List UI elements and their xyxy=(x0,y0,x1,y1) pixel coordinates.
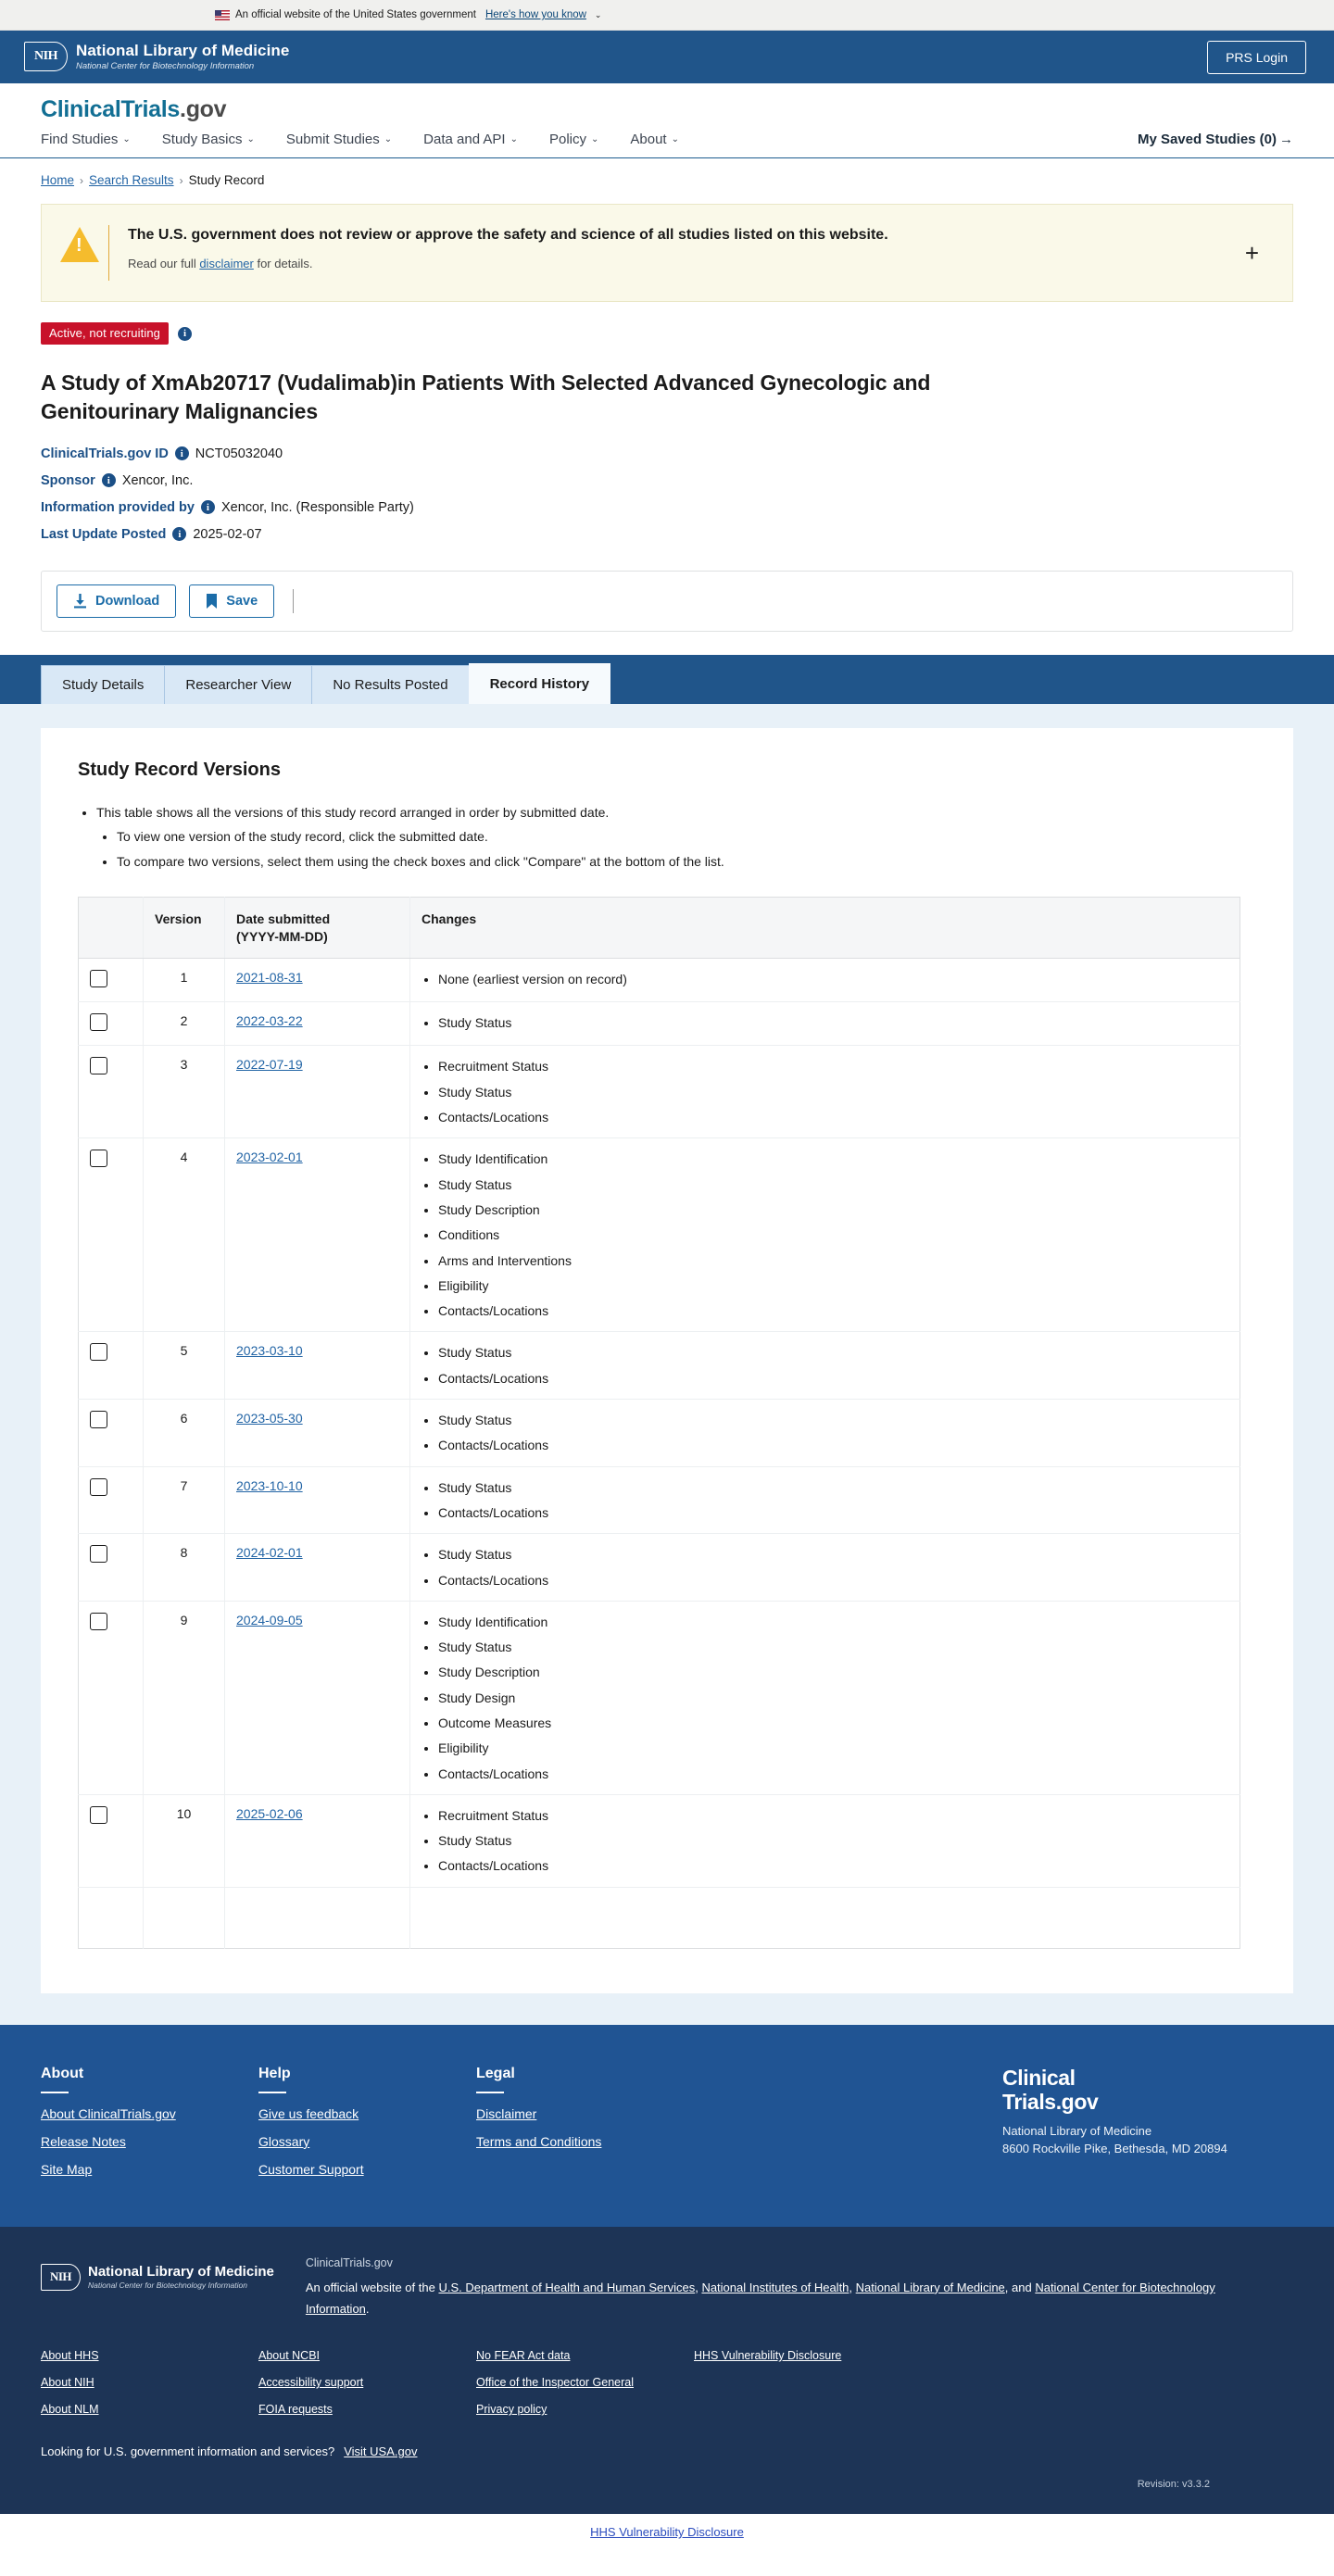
disclaimer-alert xyxy=(41,204,1293,302)
footer-link-accessibility-support[interactable]: Accessibility support xyxy=(258,2376,364,2390)
meta-label: Information provided by xyxy=(41,499,195,515)
version-number-cell: 8 xyxy=(144,1534,225,1602)
clinicaltrials-logo[interactable] xyxy=(41,96,1293,123)
date-submitted-cell xyxy=(225,1138,410,1332)
study-metadata-list xyxy=(41,446,1293,542)
date-submitted-cell xyxy=(225,1466,410,1534)
change-item: • Eligibility xyxy=(438,1739,1228,1757)
nih-logo-icon: NIH xyxy=(41,2264,81,2291)
link-nlm[interactable]: National Library of Medicine xyxy=(855,2280,1005,2294)
nlm-link-column-2 xyxy=(258,2349,476,2430)
study-header xyxy=(0,302,1334,542)
table-row xyxy=(79,1002,1240,1046)
help-item-view: • To view one version of the study record, click the submitted date. xyxy=(117,827,1256,848)
change-item: • Study Status xyxy=(438,1638,1228,1656)
change-item: • Recruitment Status xyxy=(438,1806,1228,1825)
changes-list xyxy=(422,1013,1228,1032)
footer-brand-line1: Clinical xyxy=(1002,2065,1076,2090)
nlm-link-column-1 xyxy=(41,2349,258,2430)
changes-cell xyxy=(410,1138,1240,1332)
change-item: • Study Status xyxy=(438,1343,1228,1362)
version-date-link[interactable]: 2024-09-05 xyxy=(236,1612,303,1627)
changes-cell xyxy=(410,1002,1240,1046)
nlm-footer xyxy=(0,2227,1334,2515)
help-instructions xyxy=(78,803,1256,873)
breadcrumb-search-results[interactable]: Search Results xyxy=(89,173,174,187)
saved-studies-label: My Saved Studies (0) xyxy=(1137,132,1277,147)
footer-link-release-notes[interactable]: Release Notes xyxy=(41,2133,126,2149)
chevron-down-icon: ⌄ xyxy=(122,134,131,145)
ncbi-subtitle: National Center for Biotechnology Information xyxy=(76,60,255,71)
footer-rule xyxy=(476,2092,504,2093)
footer-brand-line2: Trials.gov xyxy=(1002,2090,1099,2115)
version-checkbox-cell xyxy=(79,1601,144,1794)
table-row xyxy=(79,1601,1240,1794)
change-item: • Contacts/Locations xyxy=(438,1571,1228,1590)
date-submitted-cell xyxy=(225,1332,410,1400)
version-number-cell: 7 xyxy=(144,1466,225,1534)
nav-item-find-studies[interactable] xyxy=(41,132,131,147)
visit-usa-gov-link[interactable]: Visit USA.gov xyxy=(344,2444,418,2459)
date-submitted-cell xyxy=(225,1400,410,1467)
footer-link-privacy-policy[interactable]: Privacy policy xyxy=(476,2403,547,2417)
footer-brand-title xyxy=(1002,2066,1293,2115)
date-submitted-cell xyxy=(225,1002,410,1046)
us-flag-icon xyxy=(215,10,230,20)
study-record-versions-table xyxy=(78,897,1240,1949)
nih-header xyxy=(0,31,1334,83)
version-date-link[interactable]: 2024-02-01 xyxy=(236,1545,303,1561)
change-item: • Study Status xyxy=(438,1478,1228,1497)
nav-label: Submit Studies xyxy=(285,132,380,147)
tab-researcher-view[interactable]: Researcher View xyxy=(164,665,312,704)
version-checkbox[interactable] xyxy=(90,1806,107,1824)
version-checkbox-cell xyxy=(79,959,144,1002)
nlm-footer-links xyxy=(41,2349,1293,2430)
date-header-line2: (YYYY-MM-DD) xyxy=(236,928,328,944)
version-date-link[interactable]: 2022-03-22 xyxy=(236,1013,303,1029)
change-item: • Study Status xyxy=(438,1083,1228,1101)
revision-label: Revision: v3.3.2 xyxy=(1137,2479,1210,2491)
footer-link-give-us-feedback[interactable]: Give us feedback xyxy=(258,2105,359,2121)
footer-link-no-fear-act-data[interactable]: No FEAR Act data xyxy=(476,2349,571,2363)
nav-label: Data and API xyxy=(423,132,506,147)
download-button[interactable] xyxy=(57,584,176,618)
version-checkbox-cell xyxy=(79,1534,144,1602)
changes-cell xyxy=(410,1332,1240,1400)
my-saved-studies-link[interactable] xyxy=(1138,132,1293,147)
version-checkbox[interactable] xyxy=(90,1613,107,1630)
changes-list xyxy=(422,1478,1228,1523)
footer-column-about xyxy=(41,2066,258,2190)
tab-study-details[interactable]: Study Details xyxy=(41,665,165,704)
changes-cell xyxy=(410,1400,1240,1467)
table-header xyxy=(79,897,1240,959)
info-icon[interactable]: i xyxy=(172,527,186,541)
study-tabs xyxy=(0,655,1334,704)
table-row xyxy=(79,1534,1240,1602)
footer-rule xyxy=(258,2092,286,2093)
change-item: • Contacts/Locations xyxy=(438,1108,1228,1126)
disclaimer-suffix: for details. xyxy=(253,257,313,271)
version-date-link[interactable]: 2023-03-10 xyxy=(236,1343,303,1359)
tab-record-history[interactable]: Record History xyxy=(469,663,611,704)
nav-item-about[interactable] xyxy=(630,132,679,147)
change-item: • Eligibility xyxy=(438,1276,1228,1295)
nlm-site-name: ClinicalTrials.gov xyxy=(305,2256,393,2269)
nav-label: Study Basics xyxy=(161,132,243,147)
nlm-footer-subtitle: National Center for Biotechnology Information xyxy=(88,2281,247,2291)
status-badge: Active, not recruiting xyxy=(41,322,169,345)
empty-cell xyxy=(225,1887,410,1948)
chevron-down-icon: ⌄ xyxy=(671,134,679,145)
help-item-compare: • To compare two versions, select them using the check boxes and click "Compare" at the bottom of the list. xyxy=(117,852,1256,873)
usa-gov-text: Looking for U.S. government information and services? xyxy=(41,2444,335,2459)
date-submitted-cell xyxy=(225,1046,410,1138)
brand-part-1: ClinicalTrials xyxy=(41,96,181,122)
official-website-statement: An official website of the U.S. Department of Health and Human Services, National Institutes of Health, National Library of Medicine, and National Center for Biotechnology Information. xyxy=(305,2280,1215,2316)
nav-label: About xyxy=(630,132,667,147)
version-checkbox[interactable] xyxy=(90,1343,107,1361)
version-checkbox[interactable] xyxy=(90,1150,107,1167)
link-nih[interactable]: National Institutes of Health xyxy=(701,2280,849,2294)
nih-logo-icon: NIH xyxy=(24,42,68,71)
breadcrumb-current: Study Record xyxy=(188,173,265,187)
info-icon[interactable]: i xyxy=(175,446,189,460)
breadcrumb-home[interactable]: Home xyxy=(41,173,75,187)
footer-heading-help: Help xyxy=(258,2065,291,2081)
change-item: • Arms and Interventions xyxy=(438,1251,1228,1270)
version-date-link[interactable]: 2023-10-10 xyxy=(236,1477,303,1493)
change-item: • Study Identification xyxy=(438,1613,1228,1631)
nlm-title: National Library of Medicine xyxy=(76,42,290,60)
change-item: • Contacts/Locations xyxy=(438,1765,1228,1783)
usa-gov-line xyxy=(41,2444,1293,2458)
version-number-cell: 3 xyxy=(144,1046,225,1138)
footer-column-legal xyxy=(476,2066,694,2190)
record-history-card xyxy=(41,728,1293,1993)
footer-link-about-clinicaltrials[interactable]: About ClinicalTrials.gov xyxy=(41,2105,176,2121)
nlm-link-column-3 xyxy=(476,2349,694,2430)
change-item: • Contacts/Locations xyxy=(438,1369,1228,1388)
version-checkbox[interactable] xyxy=(90,1411,107,1428)
column-header-version: Version xyxy=(144,897,225,959)
chevron-down-icon[interactable]: ⌄ xyxy=(594,9,602,19)
changes-cell xyxy=(410,1794,1240,1887)
footer-link-foia-requests[interactable]: FOIA requests xyxy=(258,2403,333,2417)
brand-part-2: .gov xyxy=(180,96,227,122)
changes-cell xyxy=(410,1601,1240,1794)
nav-item-study-basics[interactable] xyxy=(162,132,255,147)
meta-value: 2025-02-07 xyxy=(193,526,262,542)
version-number-cell: 5 xyxy=(144,1332,225,1400)
version-checkbox-cell xyxy=(79,1002,144,1046)
changes-list xyxy=(422,1613,1228,1783)
change-item: • Study Status xyxy=(438,1545,1228,1564)
download-label: Download xyxy=(95,593,160,609)
version-checkbox[interactable] xyxy=(90,1057,107,1074)
table-footer-row xyxy=(79,1887,1240,1948)
usa-gov-banner xyxy=(0,0,1334,31)
version-number-cell: 1 xyxy=(144,959,225,1002)
empty-cell xyxy=(410,1887,1240,1948)
footer-link-glossary[interactable]: Glossary xyxy=(258,2133,310,2149)
date-submitted-cell xyxy=(225,1534,410,1602)
main-content xyxy=(0,704,1334,2025)
link-ncbi[interactable]: National Center for Biotechnology Information xyxy=(305,2280,1215,2316)
nlm-footer-title: National Library of Medicine xyxy=(88,2264,274,2281)
changes-list xyxy=(422,1411,1228,1455)
version-date-link[interactable]: 2022-07-19 xyxy=(236,1057,303,1073)
save-label: Save xyxy=(226,593,258,609)
changes-list xyxy=(422,1150,1228,1320)
version-checkbox[interactable] xyxy=(90,970,107,987)
footer-rule xyxy=(41,2092,69,2093)
help-text: This table shows all the versions of this study record arranged in order by submitted date. xyxy=(96,804,610,820)
column-header-checkbox xyxy=(79,897,144,959)
footer-brand xyxy=(988,2066,1293,2190)
change-item: • Study Design xyxy=(438,1689,1228,1707)
footer-column-help xyxy=(258,2066,476,2190)
footer-link-site-map[interactable]: Site Map xyxy=(41,2161,93,2177)
meta-row-last-update-posted xyxy=(41,527,1293,542)
change-item: • Outcome Measures xyxy=(438,1714,1228,1732)
change-item: • Study Status xyxy=(438,1831,1228,1850)
changes-list xyxy=(422,1806,1228,1876)
nav-item-data-and-api[interactable] xyxy=(423,132,518,147)
changes-cell xyxy=(410,1466,1240,1534)
footer-link-about-nlm[interactable]: About NLM xyxy=(41,2403,99,2417)
version-checkbox[interactable] xyxy=(90,1478,107,1496)
date-header-line1: Date submitted xyxy=(236,911,331,926)
site-navigation xyxy=(0,83,1334,158)
changes-cell xyxy=(410,959,1240,1002)
version-number-cell: 10 xyxy=(144,1794,225,1887)
meta-value: Xencor, Inc. (Responsible Party) xyxy=(220,499,414,515)
disclaimer-title: The U.S. government does not review or approve the safety and science of all studies listed on this website. xyxy=(128,227,888,243)
expand-alert-button[interactable]: + xyxy=(1244,239,1259,267)
change-item: • Study Status xyxy=(438,1175,1228,1194)
meta-label: Sponsor xyxy=(41,472,95,488)
footer-street: 8600 Rockville Pike, Bethesda, MD 20894 xyxy=(1002,2141,1227,2155)
disclaimer-prefix: Read our full xyxy=(128,257,200,271)
site-footer xyxy=(0,2025,1334,2227)
official-prefix: An official website of the xyxy=(305,2280,439,2294)
breadcrumb xyxy=(0,158,1334,196)
info-icon[interactable]: i xyxy=(102,473,116,487)
change-item: • Study Description xyxy=(438,1663,1228,1681)
nlm-footer-logo[interactable] xyxy=(41,2255,274,2291)
footer-bottom-bar xyxy=(0,2514,1334,2549)
table-row xyxy=(79,1794,1240,1887)
meta-label: ClinicalTrials.gov ID xyxy=(41,446,169,461)
version-checkbox-cell xyxy=(79,1138,144,1332)
nav-item-policy[interactable] xyxy=(549,132,598,147)
chevron-down-icon: ⌄ xyxy=(384,134,393,145)
action-divider xyxy=(293,589,294,613)
date-submitted-cell xyxy=(225,959,410,1002)
footer-link-about-nih[interactable]: About NIH xyxy=(41,2376,94,2390)
chevron-down-icon: ⌄ xyxy=(590,134,599,145)
version-number-cell: 9 xyxy=(144,1601,225,1794)
table-row xyxy=(79,1332,1240,1400)
change-item: • Recruitment Status xyxy=(438,1057,1228,1075)
change-item: • Contacts/Locations xyxy=(438,1503,1228,1522)
breadcrumb-separator: › xyxy=(80,173,84,187)
breadcrumb-separator: › xyxy=(179,173,183,187)
change-item: • Study Description xyxy=(438,1200,1228,1219)
tab-no-results-posted[interactable]: No Results Posted xyxy=(311,665,469,704)
section-heading: Study Record Versions xyxy=(78,759,281,780)
change-item: • Contacts/Locations xyxy=(438,1301,1228,1320)
warning-triangle-icon xyxy=(60,225,108,262)
meta-row-information-provided-by xyxy=(41,500,1293,515)
version-date-link[interactable]: 2021-08-31 xyxy=(236,970,303,986)
footer-link-about-ncbi[interactable]: About NCBI xyxy=(258,2349,321,2363)
footer-link-terms-and-conditions[interactable]: Terms and Conditions xyxy=(476,2133,602,2149)
footer-link-customer-support[interactable]: Customer Support xyxy=(258,2161,364,2177)
download-icon xyxy=(73,594,87,609)
meta-value: NCT05032040 xyxy=(195,446,283,461)
footer-address xyxy=(1002,2123,1293,2158)
link-hhs[interactable]: U.S. Department of Health and Human Services xyxy=(438,2280,696,2294)
nih-branding[interactable] xyxy=(24,42,289,72)
changes-list xyxy=(422,1057,1228,1126)
changes-cell xyxy=(410,1534,1240,1602)
footer-link-about-hhs[interactable]: About HHS xyxy=(41,2349,99,2363)
change-item: • Conditions xyxy=(438,1225,1228,1244)
table-row xyxy=(79,1400,1240,1467)
table-body xyxy=(79,959,1240,1948)
footer-heading-legal: Legal xyxy=(476,2065,515,2081)
nav-item-submit-studies[interactable] xyxy=(286,132,392,147)
version-number-cell: 6 xyxy=(144,1400,225,1467)
version-date-link[interactable]: 2023-05-30 xyxy=(236,1411,303,1426)
meta-row-nct-id xyxy=(41,446,1293,461)
footer-link-hhs-vulnerability-disclosure[interactable]: HHS Vulnerability Disclosure xyxy=(694,2349,842,2363)
disclaimer-subtext xyxy=(128,257,1245,270)
change-item: • Study Status xyxy=(438,1013,1228,1032)
study-action-bar xyxy=(41,571,1293,632)
version-date-link[interactable]: 2025-02-06 xyxy=(236,1805,303,1821)
date-submitted-cell xyxy=(225,1601,410,1794)
version-number-cell: 4 xyxy=(144,1138,225,1332)
version-checkbox[interactable] xyxy=(90,1545,107,1563)
changes-list xyxy=(422,1343,1228,1388)
table-row xyxy=(79,1046,1240,1138)
change-item: • Study Status xyxy=(438,1411,1228,1429)
version-checkbox[interactable] xyxy=(90,1013,107,1031)
heres-how-you-know-link[interactable]: Here's how you know xyxy=(485,9,586,20)
meta-row-sponsor xyxy=(41,473,1293,488)
footer-heading-about: About xyxy=(41,2065,84,2081)
version-checkbox-cell xyxy=(79,1794,144,1887)
version-number-cell: 2 xyxy=(144,1002,225,1046)
change-item: • Contacts/Locations xyxy=(438,1436,1228,1454)
footer-link-disclaimer[interactable]: Disclaimer xyxy=(476,2105,537,2121)
change-item: • None (earliest version on record) xyxy=(438,970,1228,988)
changes-list xyxy=(422,1545,1228,1590)
meta-value: Xencor, Inc. xyxy=(121,472,194,488)
version-date-link[interactable]: 2023-02-01 xyxy=(236,1150,303,1165)
save-button[interactable] xyxy=(189,584,274,618)
column-header-date-submitted xyxy=(225,897,410,959)
version-checkbox-cell xyxy=(79,1400,144,1467)
disclaimer-link[interactable]: disclaimer xyxy=(199,257,254,271)
info-icon[interactable]: i xyxy=(201,500,215,514)
gov-banner-text: An official website of the United States government xyxy=(235,9,476,20)
main-nav-items xyxy=(41,132,679,147)
table-row xyxy=(79,959,1240,1002)
prs-login-button[interactable]: PRS Login xyxy=(1207,41,1306,74)
version-checkbox-cell xyxy=(79,1332,144,1400)
footer-org: National Library of Medicine xyxy=(1002,2124,1152,2139)
empty-cell xyxy=(79,1887,144,1948)
changes-list xyxy=(422,970,1228,988)
change-item: • Contacts/Locations xyxy=(438,1856,1228,1875)
chevron-down-icon: ⌄ xyxy=(510,134,518,145)
bookmark-icon xyxy=(206,594,218,609)
version-checkbox-cell xyxy=(79,1046,144,1138)
arrow-right-icon: → xyxy=(1279,132,1293,147)
nav-label: Find Studies xyxy=(41,132,119,147)
version-checkbox-cell xyxy=(79,1466,144,1534)
page-title: A Study of XmAb20717 (Vudalimab)in Patients With Selected Advanced Gynecologic and Genitourinary Malignancies xyxy=(41,371,931,423)
date-submitted-cell xyxy=(225,1794,410,1887)
change-item: • Study Identification xyxy=(438,1150,1228,1168)
help-item-main xyxy=(96,803,1256,873)
meta-label: Last Update Posted xyxy=(41,526,167,542)
table-row xyxy=(79,1138,1240,1332)
chevron-down-icon: ⌄ xyxy=(246,134,255,145)
empty-cell xyxy=(144,1887,225,1948)
bottom-hhs-vulnerability-disclosure-link[interactable]: HHS Vulnerability Disclosure xyxy=(590,2525,744,2540)
info-icon[interactable]: i xyxy=(178,327,192,341)
table-row xyxy=(79,1466,1240,1534)
column-header-changes: Changes xyxy=(410,897,1240,959)
footer-link-office-inspector-general[interactable]: Office of the Inspector General xyxy=(476,2376,635,2390)
nlm-link-column-4 xyxy=(694,2349,912,2430)
changes-cell xyxy=(410,1046,1240,1138)
nav-label: Policy xyxy=(548,132,586,147)
